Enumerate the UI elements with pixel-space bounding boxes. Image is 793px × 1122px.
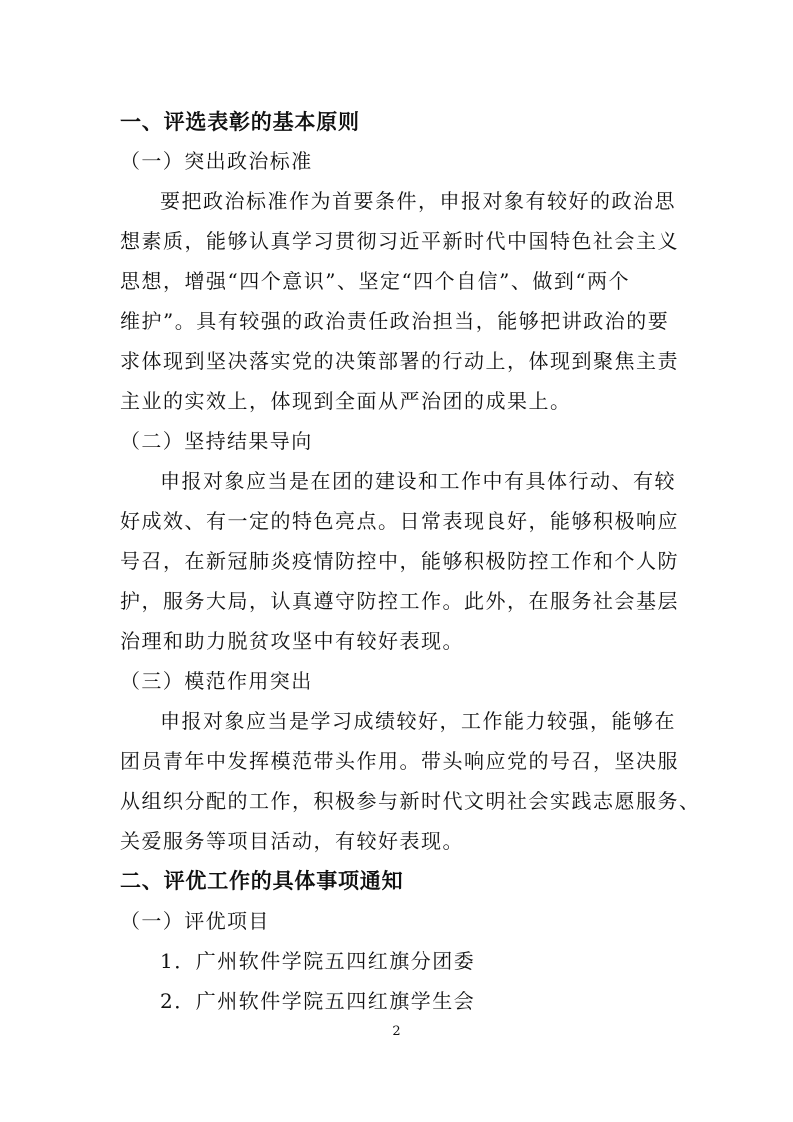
paragraph-line: 护，服务大局，认真遵守防控工作。此外，在服务社会基层 [120,589,679,613]
subsection-1-1-heading: （一）突出政治标准 [120,149,313,173]
paragraph-line: 从组织分配的工作，积极参与新时代文明社会实践志愿服务、 [120,789,701,813]
paragraph-line: 团员青年中发挥模范带头作用。带头响应党的号召，坚决服 [120,749,679,773]
paragraph-line: 申报对象应当是在团的建设和工作中有具体行动、有较 [160,469,676,493]
list-item: 1．广州软件学院五四红旗分团委 [160,949,476,973]
paragraph-line: 求体现到坚决落实党的决策部署的行动上，体现到聚焦主责 [120,349,679,373]
paragraph-line: 要把政治标准作为首要条件，申报对象有较好的政治思 [160,189,676,213]
section-1-heading: 一、评选表彰的基本原则 [120,110,360,134]
subsection-1-3-heading: （三）模范作用突出 [120,669,313,693]
subsection-1-2-heading: （二）坚持结果导向 [120,429,313,453]
list-item: 2．广州软件学院五四红旗学生会 [160,989,476,1013]
paragraph-line: 想素质，能够认真学习贯彻习近平新时代中国特色社会主义 [120,229,679,253]
paragraph-line: 号召，在新冠肺炎疫情防控中，能够积极防控工作和个人防 [120,549,679,573]
paragraph-line: 主业的实效上，体现到全面从严治团的成果上。 [120,389,572,413]
paragraph-line: 好成效、有一定的特色亮点。日常表现良好，能够积极响应 [120,509,679,533]
paragraph-line: 维护”。具有较强的政治责任政治担当，能够把讲政治的要 [120,309,670,333]
section-2-heading: 二、评优工作的具体事项通知 [120,869,404,893]
paragraph-line: 申报对象应当是学习成绩较好，工作能力较强，能够在 [160,709,676,733]
paragraph-line: 治理和助力脱贫攻坚中有较好表现。 [120,629,464,653]
page-number: 2 [392,1024,401,1039]
subsection-2-1-heading: （一）评优项目 [120,909,270,933]
paragraph-line: 关爱服务等项目活动，有较好表现。 [120,829,464,853]
paragraph-line: 思想，增强“四个意识”、坚定“四个自信”、做到“两个 [120,269,631,293]
